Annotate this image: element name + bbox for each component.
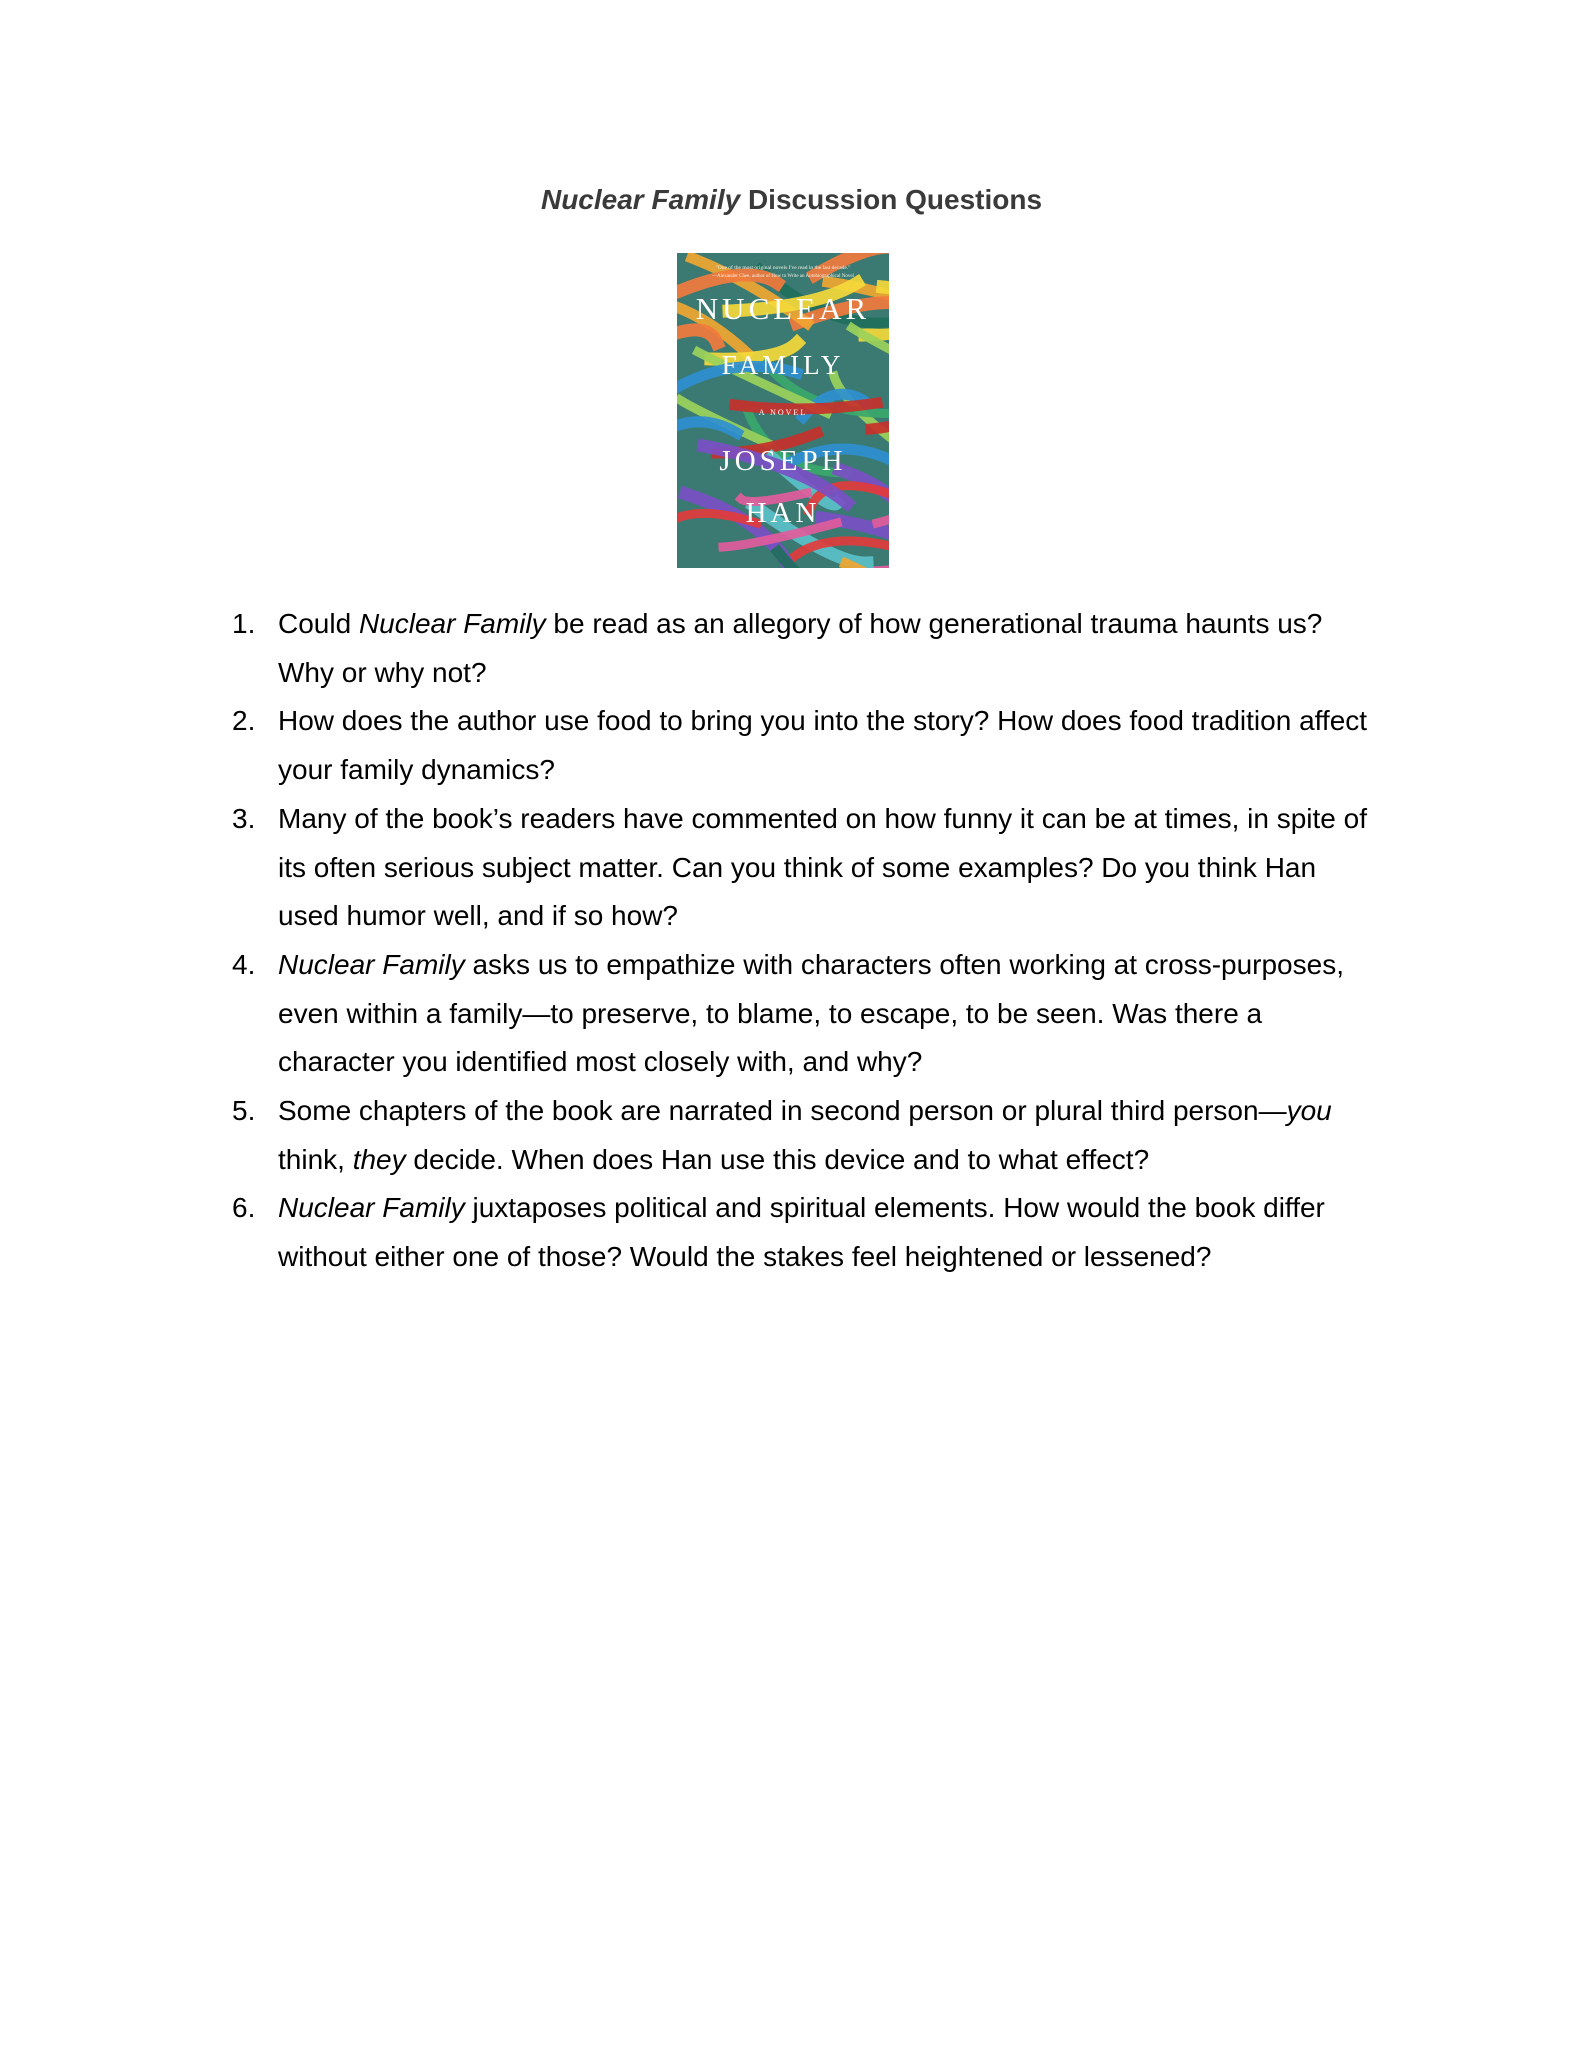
question-number: 2. xyxy=(232,705,256,737)
question-number: 3. xyxy=(232,802,256,834)
question-text: used humor well, and if so how? xyxy=(278,900,678,932)
cover-blurb-line1: "One of the most original novels I've read in the last decade." xyxy=(715,265,851,271)
question-text: even within a family—to preserve, to blame, to escape, to be seen. Was there a xyxy=(278,997,1263,1029)
question-text: asks us to empathize with characters often working at cross-purposes, xyxy=(464,948,1344,980)
cover-author-line2: HAN xyxy=(745,497,821,529)
question-text: How does the author use food to bring you into the story? How does food tradition affect xyxy=(278,705,1368,737)
cover-blurb-line2: —Alexander Chee, author of How to Write an Autobiographical Novel xyxy=(712,274,854,279)
cover-ribbon xyxy=(883,283,889,290)
question-text: think, xyxy=(278,1143,353,1175)
cover-title-line1: NUCLEAR xyxy=(695,291,871,326)
question-text: Why or why not? xyxy=(278,656,487,688)
question-number: 1. xyxy=(232,608,256,639)
discussion-questions-list xyxy=(232,600,1392,1282)
question-italic-text: they xyxy=(352,1143,406,1175)
title-book-name: Nuclear Family xyxy=(540,184,741,215)
question-item xyxy=(232,1184,1392,1281)
question-item xyxy=(232,1087,1392,1184)
question-number: 5. xyxy=(232,1095,256,1127)
book-cover-image xyxy=(677,253,889,568)
question-italic-text: Nuclear Family xyxy=(358,608,546,639)
question-text: its often serious subject matter. Can you think of some examples? Do you think Han xyxy=(278,851,1317,883)
page-title xyxy=(0,182,1583,218)
question-text: Many of the book’s readers have commented on how funny it can be at times, in spite of xyxy=(278,802,1367,834)
question-text: juxtaposes political and spiritual elements. How would the book differ xyxy=(464,1192,1325,1224)
question-italic-text: Nuclear Family xyxy=(278,948,465,980)
cover-author-line1: JOSEPH xyxy=(719,445,847,477)
question-number: 6. xyxy=(232,1192,256,1224)
question-item xyxy=(232,697,1392,794)
question-text: decide. When does Han use this device and to what effect? xyxy=(405,1143,1150,1175)
title-suffix: Discussion Questions xyxy=(740,184,1043,215)
cover-title-line2: FAMILY xyxy=(721,350,845,380)
question-number: 4. xyxy=(232,948,256,980)
question-text: Some chapters of the book are narrated in second person or plural third person— xyxy=(278,1095,1287,1127)
cover-subtitle: A NOVEL xyxy=(758,408,808,417)
question-text: be read as an allegory of how generational trauma haunts us? xyxy=(545,608,1323,639)
question-item xyxy=(232,795,1392,941)
question-italic-text: Nuclear Family xyxy=(278,1192,465,1224)
question-italic-text: you xyxy=(1286,1095,1332,1127)
question-item xyxy=(232,941,1392,1087)
question-text: your family dynamics? xyxy=(278,754,555,786)
question-text: character you identified most closely with, and why? xyxy=(278,1046,923,1078)
question-text: Could xyxy=(278,608,359,639)
question-text: without either one of those? Would the stakes feel heightened or lessened? xyxy=(278,1241,1212,1273)
question-item xyxy=(232,600,1392,697)
